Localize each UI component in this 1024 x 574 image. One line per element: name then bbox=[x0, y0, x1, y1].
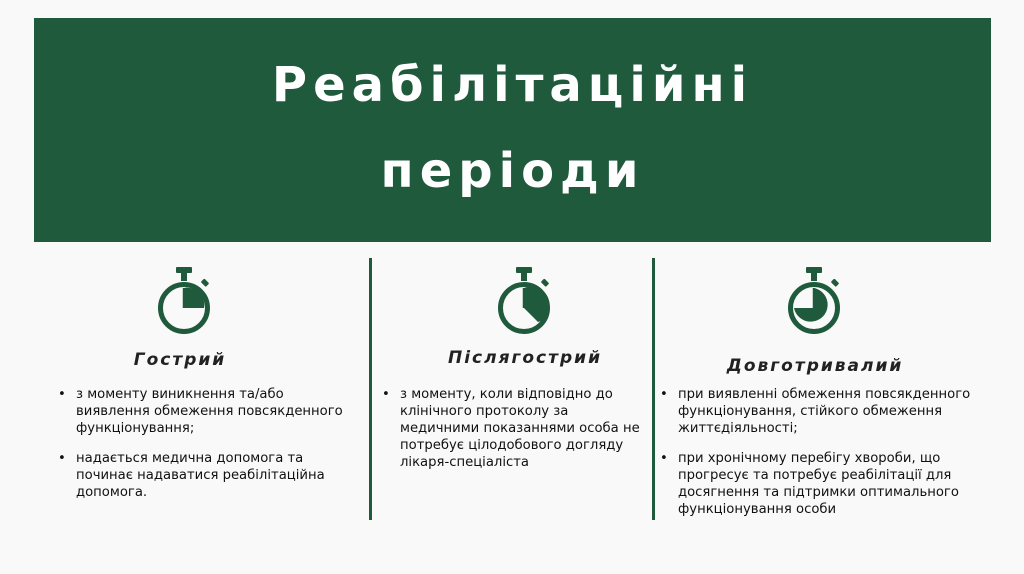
period-heading-postacute: Післягострий bbox=[448, 348, 602, 368]
list-item: • з моменту, коли відповідно до клінічного протоколу за медичними показаннями особа не потребує цілодобового догляду лікаря-спеціаліста bbox=[382, 386, 650, 471]
acute-bullet-list bbox=[58, 386, 358, 514]
list-item: • надається медична допомога та починає надаватися реабілітаційна допомога. bbox=[58, 450, 358, 501]
stopwatch-icon bbox=[150, 264, 218, 342]
longterm-bullet-list bbox=[660, 386, 990, 531]
postacute-bullet-list bbox=[382, 386, 650, 484]
period-heading-longterm: Довготривалий bbox=[726, 356, 904, 376]
column-divider bbox=[369, 258, 372, 520]
list-item: • при хронічному перебігу хвороби, що прогресує та потребує реабілітації для досягнення та підтримки оптимального функціонування особи bbox=[660, 450, 990, 518]
title-banner bbox=[34, 18, 991, 242]
column-divider bbox=[652, 258, 655, 520]
list-item: • при виявленні обмеження повсякденного функціонування, стійкого обмеження життєдіяльності; bbox=[660, 386, 990, 437]
period-heading-acute: Гострий bbox=[133, 350, 227, 370]
page-title: Реабілітаційні періоди bbox=[271, 57, 754, 199]
stopwatch-icon bbox=[780, 264, 848, 342]
stopwatch-icon bbox=[490, 264, 558, 342]
list-item: • з моменту виникнення та/або виявлення обмеження повсякденного функціонування; bbox=[58, 386, 358, 437]
